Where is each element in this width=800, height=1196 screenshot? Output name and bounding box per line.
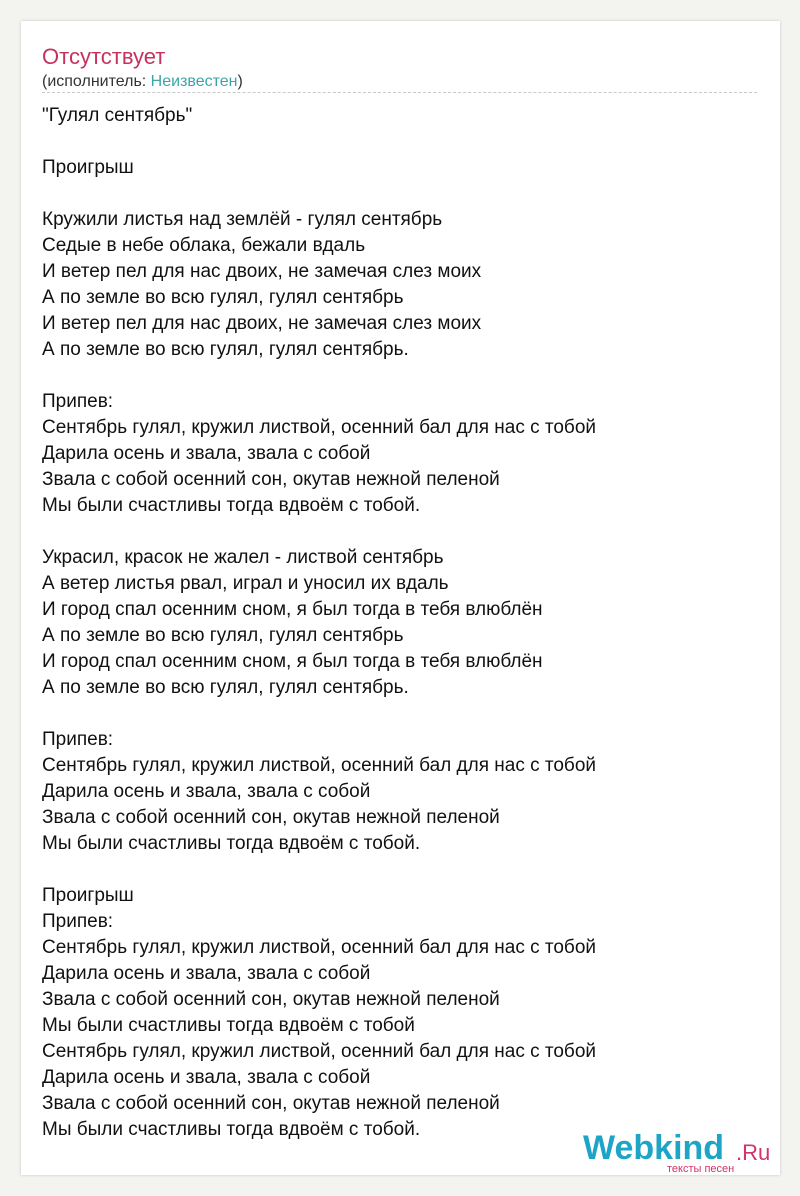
lyric-line: Звала с собой осенний сон, окутав нежной пеленой <box>42 469 500 490</box>
webkind-logo[interactable] <box>583 1128 783 1178</box>
lyric-line: И город спал осенним сном, я был тогда в тебя влюблён <box>42 651 543 672</box>
logo-tagline: тексты песен <box>667 1163 735 1175</box>
lyric-line <box>42 857 762 883</box>
lyric-line: Сентябрь гулял, кружил листвой, осенний бал для нас с тобой <box>42 755 596 776</box>
lyric-line: А по земле во всю гулял, гулял сентябрь. <box>42 677 409 698</box>
lyric-line: Мы были счастливы тогда вдвоём с тобой. <box>42 833 421 854</box>
lyric-line: Сентябрь гулял, кружил листвой, осенний бал для нас с тобой <box>42 417 596 438</box>
lyric-line: Проигрыш <box>42 157 134 178</box>
lyric-line <box>42 181 762 207</box>
artist-prefix: (исполнитель: <box>42 73 151 90</box>
logo-domain: .Ru <box>736 1140 771 1165</box>
lyric-line: Припев: <box>42 911 114 932</box>
lyric-line <box>42 129 762 155</box>
lyric-line: "Гулял сентябрь" <box>42 105 193 126</box>
lyric-line: Проигрыш <box>42 885 134 906</box>
lyric-line: Звала с собой осенний сон, окутав нежной пеленой <box>42 989 500 1010</box>
lyric-line: Звала с собой осенний сон, окутав нежной пеленой <box>42 1093 500 1114</box>
lyrics-text <box>42 103 762 1143</box>
lyric-line: Припев: <box>42 729 114 750</box>
header-divider <box>42 92 757 93</box>
lyric-line: Дарила осень и звала, звала с собой <box>42 1067 371 1088</box>
lyric-line: Сентябрь гулял, кружил листвой, осенний бал для нас с тобой <box>42 1041 596 1062</box>
lyric-line: Дарила осень и звала, звала с собой <box>42 963 371 984</box>
artist-line <box>42 72 243 92</box>
lyric-line: А ветер листья рвал, играл и уносил их вдаль <box>42 573 449 594</box>
lyric-line: А по земле во всю гулял, гулял сентябрь <box>42 287 404 308</box>
lyric-line: Звала с собой осенний сон, окутав нежной пеленой <box>42 807 500 828</box>
logo-wordmark: Webkind <box>583 1129 725 1167</box>
lyric-line <box>42 519 762 545</box>
lyrics-sheet <box>21 21 780 1175</box>
lyric-line: И ветер пел для нас двоих, не замечая слез моих <box>42 261 482 282</box>
lyric-line: Кружили листья над землёй - гулял сентябрь <box>42 209 443 230</box>
artist-link[interactable]: Неизвестен <box>150 73 238 90</box>
lyric-line <box>42 701 762 727</box>
lyric-line: Украсил, красок не жалел - листвой сентябрь <box>42 547 444 568</box>
lyric-line: Сентябрь гулял, кружил листвой, осенний бал для нас с тобой <box>42 937 596 958</box>
lyric-line: И город спал осенним сном, я был тогда в тебя влюблён <box>42 599 543 620</box>
lyric-line: Дарила осень и звала, звала с собой <box>42 443 371 464</box>
lyric-line <box>42 363 762 389</box>
lyric-line: Мы были счастливы тогда вдвоём с тобой. <box>42 495 421 516</box>
lyric-line: Седые в небе облака, бежали вдаль <box>42 235 366 256</box>
song-title: Отсутствует <box>42 44 166 69</box>
lyric-line: Дарила осень и звала, звала с собой <box>42 781 371 802</box>
artist-suffix: ) <box>237 73 243 90</box>
lyric-line: Мы были счастливы тогда вдвоём с тобой. <box>42 1119 421 1140</box>
lyric-line: Мы были счастливы тогда вдвоём с тобой <box>42 1015 415 1036</box>
lyric-line: И ветер пел для нас двоих, не замечая слез моих <box>42 313 482 334</box>
lyric-line: Припев: <box>42 391 114 412</box>
lyric-line: А по земле во всю гулял, гулял сентябрь <box>42 625 404 646</box>
lyric-line: А по земле во всю гулял, гулял сентябрь. <box>42 339 409 360</box>
